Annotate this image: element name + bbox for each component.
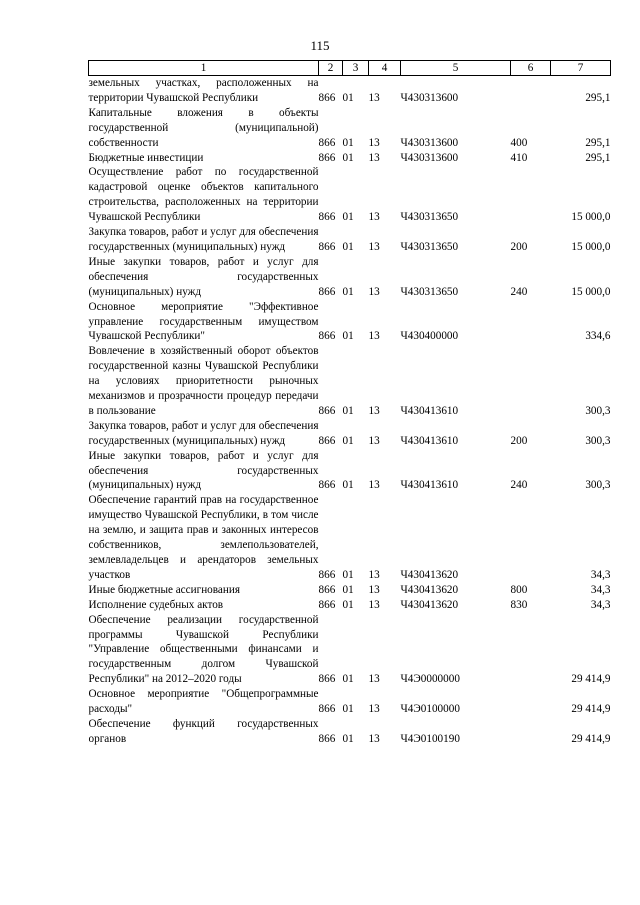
subsection-code: 13 xyxy=(368,151,380,164)
amount: 34,3 xyxy=(590,598,611,611)
subsection-code: 13 xyxy=(368,240,380,253)
table-row xyxy=(89,419,611,449)
header-row xyxy=(89,61,611,76)
subsection-code: 13 xyxy=(368,330,380,343)
amount: 15 000,0 xyxy=(571,240,611,253)
ministry-code: 866 xyxy=(318,732,336,745)
expense-type-code: 240 xyxy=(510,479,528,492)
header-col-1: 1 xyxy=(89,61,319,76)
item-name: Бюджетные инвестиции xyxy=(88,151,204,164)
subsection-code: 13 xyxy=(368,583,380,596)
ministry-code: 866 xyxy=(318,583,336,596)
section-code: 01 xyxy=(342,673,354,686)
section-code: 01 xyxy=(342,568,354,581)
table-row xyxy=(89,598,611,613)
amount: 29 414,9 xyxy=(571,732,611,745)
expense-type-code xyxy=(511,76,551,106)
target-article-code: Ч430413610 xyxy=(400,479,459,492)
item-name: Обеспечение гарантий прав на государственное имущество Чувашской Республики, в том числе на землю, и защита прав и законных интересов собственников, землепользователей, землевладельцев и арендаторов земельных участков xyxy=(88,494,319,581)
amount: 300,3 xyxy=(585,479,611,492)
ministry-code: 866 xyxy=(318,598,336,611)
amount: 295,1 xyxy=(585,136,611,149)
amount: 295,1 xyxy=(585,151,611,164)
table-row xyxy=(89,165,611,225)
expense-type-code: 200 xyxy=(510,434,528,447)
amount: 300,3 xyxy=(585,404,611,417)
table-row xyxy=(89,76,611,106)
target-article-code: Ч430413610 xyxy=(400,434,459,447)
header-col-6: 6 xyxy=(511,61,551,76)
amount: 300,3 xyxy=(585,434,611,447)
section-code: 01 xyxy=(342,240,354,253)
target-article-code: Ч430313650 xyxy=(400,240,459,253)
subsection-code: 13 xyxy=(368,568,380,581)
expense-type-code xyxy=(511,613,551,688)
target-article-code: Ч430413620 xyxy=(400,583,459,596)
ministry-code: 866 xyxy=(318,285,336,298)
item-name: Основное мероприятие "Эффективное управление государственным имуществом Чувашской Республики" xyxy=(88,300,319,343)
subsection-code: 13 xyxy=(368,673,380,686)
expense-type-code xyxy=(511,344,551,419)
page-number: 115 xyxy=(310,38,330,53)
subsection-code: 13 xyxy=(368,91,380,104)
expense-type-code: 410 xyxy=(510,151,528,164)
item-name: земельных участках, расположенных на территории Чувашской Республики xyxy=(88,77,319,104)
ministry-code: 866 xyxy=(318,703,336,716)
table-row xyxy=(89,687,611,717)
amount: 334,6 xyxy=(585,330,611,343)
subsection-code: 13 xyxy=(368,732,380,745)
budget-table xyxy=(88,60,611,747)
subsection-code: 13 xyxy=(368,285,380,298)
header-col-4: 4 xyxy=(369,61,401,76)
item-name: Иные закупки товаров, работ и услуг для обеспечения государственных (муниципальных) нужд xyxy=(88,255,319,298)
item-name: Исполнение судебных актов xyxy=(88,598,224,611)
expense-type-code xyxy=(511,717,551,747)
ministry-code: 866 xyxy=(318,151,336,164)
header-col-2: 2 xyxy=(319,61,343,76)
item-name: Вовлечение в хозяйственный оборот объектов государственной казны Чувашской Республики на условиях приоритетности рыночных механизмов и прозрачности процедур передачи в пользование xyxy=(88,345,319,417)
item-name: Осуществление работ по государственной кадастровой оценке объектов капитального строительства, расположенных на территории Чувашской Республики xyxy=(88,166,319,224)
amount: 29 414,9 xyxy=(571,703,611,716)
amount: 295,1 xyxy=(585,91,611,104)
table-row xyxy=(89,225,611,255)
table-row xyxy=(89,344,611,419)
section-code: 01 xyxy=(342,285,354,298)
ministry-code: 866 xyxy=(318,673,336,686)
item-name: Основное мероприятие "Общепрограммные расходы" xyxy=(88,688,319,716)
header-col-5: 5 xyxy=(401,61,511,76)
section-code: 01 xyxy=(342,211,354,224)
target-article-code: Ч4Э0100190 xyxy=(400,732,460,745)
target-article-code: Ч4Э0000000 xyxy=(400,673,460,686)
ministry-code: 866 xyxy=(318,479,336,492)
expense-type-code xyxy=(511,687,551,717)
section-code: 01 xyxy=(342,434,354,447)
expense-type-code: 240 xyxy=(510,285,528,298)
section-code: 01 xyxy=(342,330,354,343)
subsection-code: 13 xyxy=(368,211,380,224)
header-col-7: 7 xyxy=(551,61,611,76)
target-article-code: Ч430313650 xyxy=(400,211,459,224)
table-row xyxy=(89,255,611,300)
target-article-code: Ч430313600 xyxy=(400,151,459,164)
table-row xyxy=(89,106,611,151)
ministry-code: 866 xyxy=(318,91,336,104)
target-article-code: Ч430400000 xyxy=(400,330,459,343)
subsection-code: 13 xyxy=(368,404,380,417)
amount: 29 414,9 xyxy=(571,673,611,686)
section-code: 01 xyxy=(342,598,354,611)
table-row xyxy=(89,151,611,166)
subsection-code: 13 xyxy=(368,703,380,716)
amount: 15 000,0 xyxy=(571,211,611,224)
ministry-code: 866 xyxy=(318,136,336,149)
table-row xyxy=(89,583,611,598)
expense-type-code xyxy=(511,300,551,345)
target-article-code: Ч430413620 xyxy=(400,598,459,611)
amount: 34,3 xyxy=(590,568,611,581)
subsection-code: 13 xyxy=(368,434,380,447)
section-code: 01 xyxy=(342,479,354,492)
table-row xyxy=(89,449,611,494)
item-name: Обеспечение функций государственных органов xyxy=(88,717,319,745)
table-body xyxy=(89,76,611,747)
table-row xyxy=(89,300,611,345)
amount: 15 000,0 xyxy=(571,285,611,298)
ministry-code: 866 xyxy=(318,240,336,253)
expense-type-code: 400 xyxy=(510,136,528,149)
table-row xyxy=(89,717,611,747)
expense-type-code: 200 xyxy=(510,240,528,253)
ministry-code: 866 xyxy=(318,330,336,343)
ministry-code: 866 xyxy=(318,434,336,447)
amount: 34,3 xyxy=(590,583,611,596)
ministry-code: 866 xyxy=(318,211,336,224)
section-code: 01 xyxy=(342,404,354,417)
item-name: Иные закупки товаров, работ и услуг для обеспечения государственных (муниципальных) нужд xyxy=(88,449,319,492)
item-name: Иные бюджетные ассигнования xyxy=(88,583,240,596)
section-code: 01 xyxy=(342,151,354,164)
target-article-code: Ч430413610 xyxy=(400,404,459,417)
subsection-code: 13 xyxy=(368,136,380,149)
item-name: Закупка товаров, работ и услуг для обеспечения государственных (муниципальных) нужд xyxy=(88,226,319,253)
item-name: Обеспечение реализации государственной программы Чувашской Республики "Управление общественными финансами и государственным долгом Чувашской Республики" на 2012–2020 годы xyxy=(88,613,319,686)
ministry-code: 866 xyxy=(318,404,336,417)
item-name: Капитальные вложения в объекты государственной (муниципальной) собственности xyxy=(88,106,319,149)
header-col-3: 3 xyxy=(343,61,369,76)
expense-type-code: 830 xyxy=(510,598,528,611)
section-code: 01 xyxy=(342,91,354,104)
section-code: 01 xyxy=(342,703,354,716)
expense-type-code xyxy=(511,493,551,582)
subsection-code: 13 xyxy=(368,598,380,611)
item-name: Закупка товаров, работ и услуг для обеспечения государственных (муниципальных) нужд xyxy=(88,419,319,447)
section-code: 01 xyxy=(342,136,354,149)
section-code: 01 xyxy=(342,583,354,596)
target-article-code: Ч430313600 xyxy=(400,91,459,104)
table-row xyxy=(89,493,611,582)
target-article-code: Ч430413620 xyxy=(400,568,459,581)
expense-type-code xyxy=(511,165,551,225)
expense-type-code: 800 xyxy=(510,583,528,596)
target-article-code: Ч4Э0100000 xyxy=(400,703,460,716)
subsection-code: 13 xyxy=(368,479,380,492)
table-row xyxy=(89,613,611,688)
target-article-code: Ч430313600 xyxy=(400,136,459,149)
section-code: 01 xyxy=(342,732,354,745)
target-article-code: Ч430313650 xyxy=(400,285,459,298)
ministry-code: 866 xyxy=(318,568,336,581)
